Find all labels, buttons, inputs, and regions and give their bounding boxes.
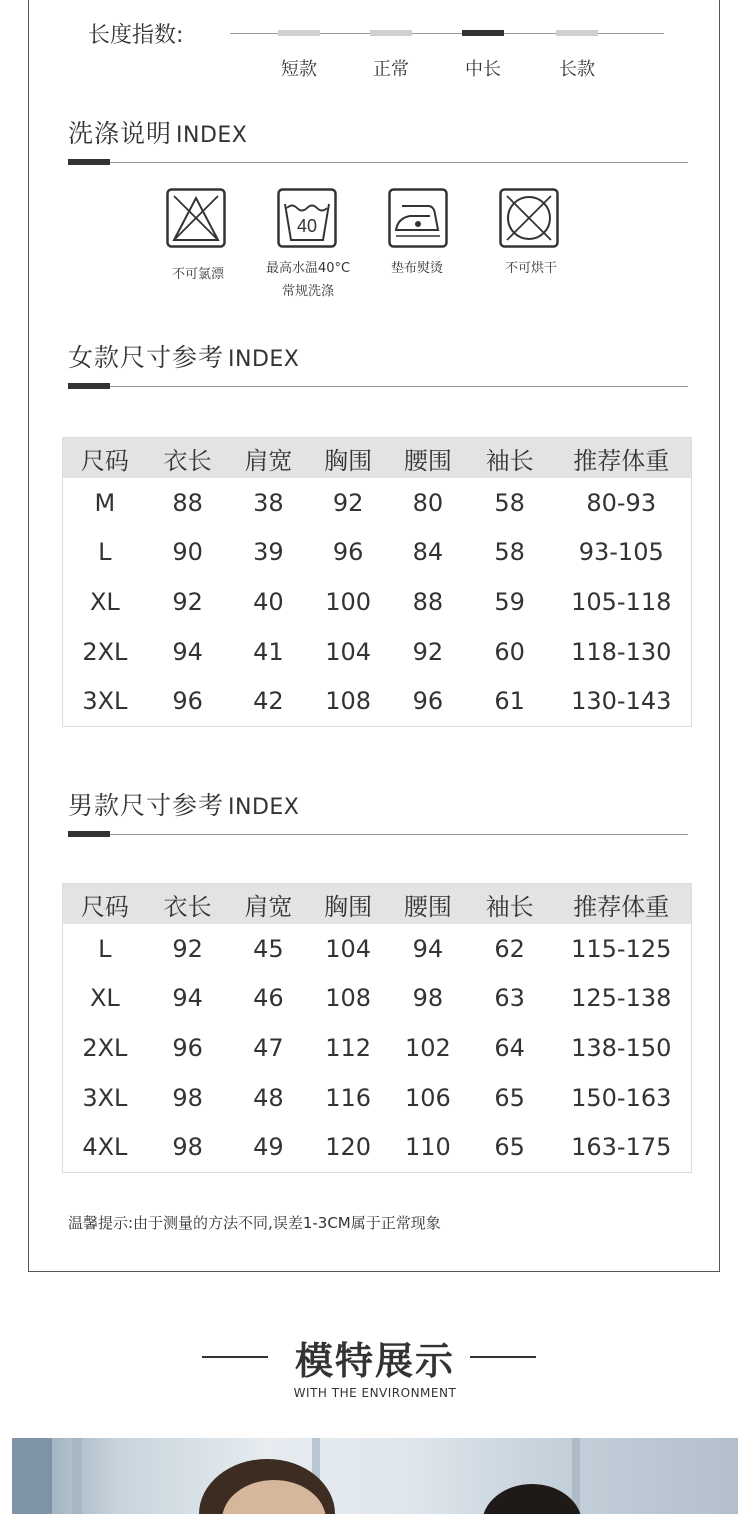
- model-photo-image: [12, 1438, 738, 1514]
- length-option-short: 短款: [281, 59, 317, 80]
- table-cell: 90: [172, 538, 203, 567]
- length-option-long: 长款: [559, 59, 595, 80]
- care-section-title: [68, 114, 247, 150]
- table-cell: 96: [172, 687, 203, 716]
- iron-with-cloth-icon: [388, 188, 448, 248]
- table-row: [63, 478, 691, 528]
- table-cell: 125-138: [571, 984, 672, 1013]
- table-cell: 112: [325, 1033, 371, 1062]
- table-cell: 65: [494, 1083, 525, 1112]
- length-mark-normal: [370, 30, 412, 36]
- table-row: [63, 974, 691, 1024]
- care-section-divider: [68, 162, 688, 163]
- table-cell: 64: [494, 1033, 525, 1062]
- table-cell: 84: [412, 538, 444, 567]
- table-cell: 41: [253, 637, 284, 666]
- table-cell: 63: [494, 984, 525, 1013]
- table-cell: XL: [89, 984, 120, 1013]
- table-header-cell: 肩宽: [244, 892, 293, 921]
- table-cell: 98: [172, 1133, 203, 1162]
- care-section-accent: [68, 159, 110, 165]
- table-cell: 116: [325, 1083, 371, 1112]
- table-cell: 92: [412, 637, 444, 666]
- measurement-tip: 温馨提示:由于测量的方法不同,误差1-3CM属于正常现象: [68, 1214, 441, 1232]
- table-header-row: [63, 438, 691, 478]
- women-section-divider: [68, 386, 688, 387]
- table-cell: 92: [332, 488, 364, 517]
- table-cell: 58: [494, 538, 525, 567]
- length-option-midlong: 中长: [465, 59, 501, 80]
- table-cell: 4XL: [82, 1133, 128, 1162]
- table-cell: 42: [253, 687, 284, 716]
- length-index-label: 长度指数:: [88, 23, 184, 48]
- table-row: [63, 528, 691, 578]
- table-row: [63, 627, 691, 677]
- table-cell: 48: [253, 1083, 284, 1112]
- table-cell: 40: [253, 587, 284, 616]
- table-header-cell: 尺码: [80, 446, 129, 475]
- table-cell: 3XL: [82, 1083, 128, 1112]
- length-mark-long: [556, 30, 598, 36]
- table-cell: 130-143: [571, 687, 672, 716]
- table-cell: 94: [412, 934, 444, 963]
- table-cell: 138-150: [571, 1033, 672, 1062]
- table-header-cell: 胸围: [324, 446, 373, 475]
- men-section-title: [68, 786, 299, 822]
- table-cell: 106: [404, 1083, 451, 1112]
- table-cell: 2XL: [82, 1033, 128, 1062]
- table-header-cell: 衣长: [163, 892, 212, 921]
- table-cell: 163-175: [571, 1133, 672, 1162]
- table-cell: 104: [325, 934, 371, 963]
- table-header-cell: 袖长: [485, 892, 534, 921]
- table-cell: 3XL: [82, 687, 128, 716]
- women-section-accent: [68, 383, 110, 389]
- table-cell: 98: [412, 984, 444, 1013]
- wash-temperature-text: 40: [296, 216, 318, 236]
- table-header-row: [63, 884, 691, 924]
- table-cell: 62: [494, 934, 525, 963]
- table-cell: 104: [325, 637, 371, 666]
- table-header-cell: 胸围: [324, 892, 373, 921]
- wash-40-icon: [277, 188, 337, 248]
- table-cell: 60: [494, 637, 525, 666]
- table-row: [63, 924, 691, 974]
- table-cell: 100: [325, 587, 371, 616]
- table-cell: 108: [325, 984, 371, 1013]
- table-cell: 49: [253, 1133, 284, 1162]
- table-cell: 105-118: [571, 587, 672, 616]
- women-section-title: [68, 338, 299, 374]
- men-section-accent: [68, 831, 110, 837]
- care-label-no-bleach: 不可氯漂: [171, 267, 224, 282]
- women-size-table: [62, 437, 692, 727]
- table-header-cell: 推荐体重: [573, 892, 670, 921]
- length-option-normal: 正常: [373, 59, 409, 80]
- table-cell: XL: [89, 587, 120, 616]
- table-row: [63, 577, 691, 627]
- table-cell: 45: [253, 934, 284, 963]
- table-cell: 92: [172, 587, 203, 616]
- table-cell: 80: [412, 488, 444, 517]
- table-cell: 94: [172, 637, 203, 666]
- length-mark-midlong: [462, 30, 504, 36]
- table-cell: 38: [253, 488, 284, 517]
- table-cell: L: [98, 934, 112, 963]
- table-header-cell: 腰围: [403, 446, 452, 475]
- no-bleach-icon: [166, 188, 226, 248]
- table-cell: 108: [325, 687, 371, 716]
- table-cell: 2XL: [82, 637, 128, 666]
- table-cell: 115-125: [571, 934, 672, 963]
- table-row: [63, 1073, 691, 1123]
- table-cell: 47: [253, 1033, 284, 1062]
- table-cell: 61: [494, 687, 525, 716]
- women-title-cn: 女款尺寸参考: [68, 343, 225, 372]
- table-row: [63, 676, 691, 726]
- table-cell: 58: [494, 488, 525, 517]
- table-header-cell: 尺码: [80, 892, 129, 921]
- table-cell: 88: [412, 587, 444, 616]
- table-header-cell: 衣长: [163, 446, 212, 475]
- table-cell: 98: [172, 1083, 203, 1112]
- table-header-cell: 袖长: [485, 446, 534, 475]
- table-header-cell: 肩宽: [244, 446, 293, 475]
- table-cell: M: [94, 488, 116, 517]
- table-cell: 96: [172, 1033, 203, 1062]
- men-section-divider: [68, 834, 688, 835]
- table-header-cell: 推荐体重: [573, 446, 670, 475]
- men-title-en: INDEX: [228, 795, 300, 820]
- women-title-en: INDEX: [228, 347, 300, 372]
- model-photo: [12, 1438, 738, 1514]
- model-section-title: 模特展示: [294, 1338, 455, 1383]
- table-cell: 118-130: [571, 637, 672, 666]
- table-cell: 92: [172, 934, 203, 963]
- table-cell: 94: [172, 984, 203, 1013]
- men-size-table: [62, 883, 692, 1173]
- table-header-cell: 腰围: [403, 892, 452, 921]
- table-row: [63, 1122, 691, 1172]
- care-title-en: INDEX: [176, 123, 248, 148]
- care-title-cn: 洗涤说明: [68, 119, 173, 148]
- table-cell: 80-93: [586, 488, 657, 517]
- no-tumble-dry-icon: [499, 188, 559, 248]
- table-cell: 150-163: [571, 1083, 672, 1112]
- model-section-subtitle: WITH THE ENVIRONMENT: [293, 1386, 457, 1400]
- table-cell: L: [98, 538, 112, 567]
- men-title-cn: 男款尺寸参考: [68, 791, 225, 820]
- length-mark-short: [278, 30, 320, 36]
- care-label-no-dry: 不可烘干: [504, 261, 557, 276]
- care-label-wash-normal: 常规洗涤: [281, 284, 334, 299]
- care-label-wash-temp: 最高水温40°C: [265, 261, 351, 276]
- table-cell: 88: [172, 488, 203, 517]
- table-cell: 120: [325, 1133, 371, 1162]
- table-cell: 39: [253, 538, 284, 567]
- table-cell: 93-105: [578, 538, 664, 567]
- table-cell: 110: [404, 1133, 451, 1162]
- table-cell: 96: [412, 687, 444, 716]
- table-row: [63, 1023, 691, 1073]
- table-cell: 59: [494, 587, 525, 616]
- table-cell: 102: [404, 1033, 451, 1062]
- table-cell: 46: [253, 984, 284, 1013]
- table-cell: 65: [494, 1133, 525, 1162]
- table-cell: 96: [332, 538, 364, 567]
- care-label-iron: 垫布熨烫: [390, 261, 443, 276]
